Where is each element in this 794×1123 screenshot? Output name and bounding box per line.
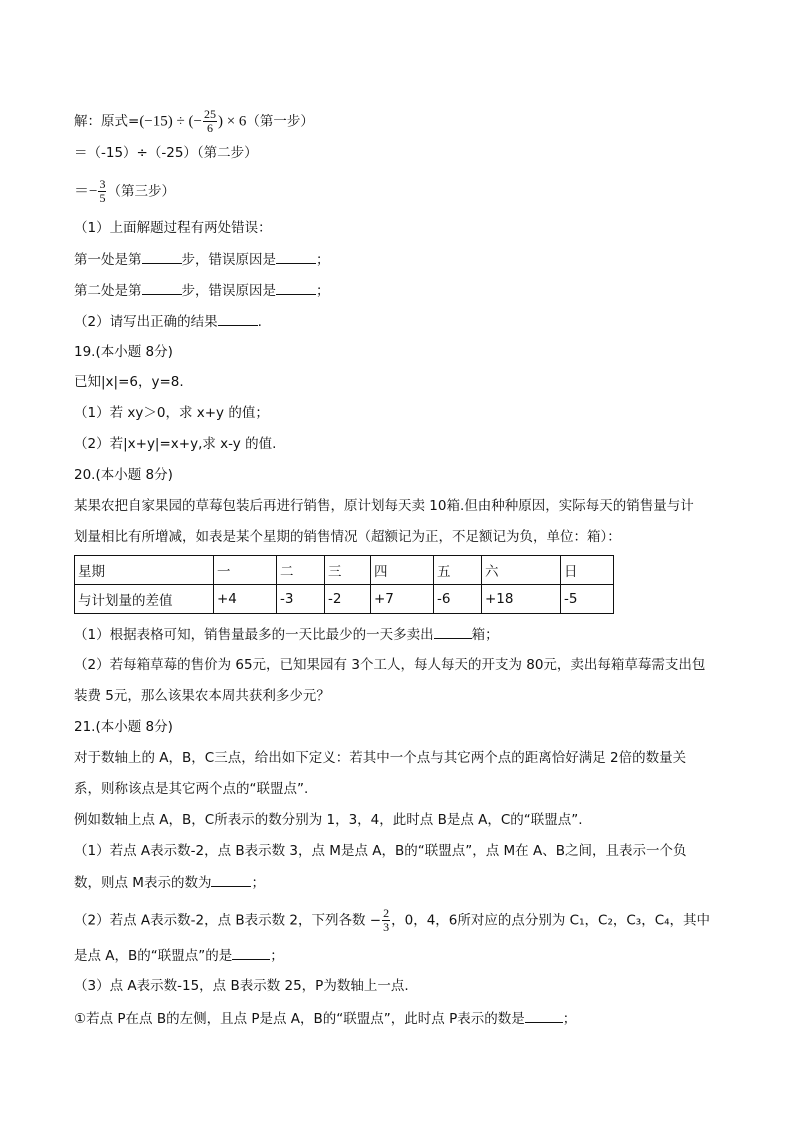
step-label: （第三步） <box>107 183 175 200</box>
table-cell: 与计划量的差值 <box>75 585 214 614</box>
q19-part2: （2）若|x+y|=x+y,求 x-y 的值. <box>74 436 277 452</box>
q18-part1: （1）上面解题过程有两处错误： <box>74 220 272 236</box>
q18-part2 <box>74 311 262 332</box>
solution-expr-close: ) × 6 <box>217 113 247 130</box>
q18-error1 <box>74 249 330 270</box>
answer-blank[interactable] <box>142 280 182 295</box>
q21-part2-line2 <box>74 945 284 966</box>
table-cell: 一 <box>214 556 277 585</box>
table-cell: +4 <box>214 585 277 614</box>
answer-blank[interactable] <box>211 872 251 887</box>
q21-heading: 21.(本小题 8分) <box>74 719 173 735</box>
text: 步，错误原因是 <box>181 283 276 299</box>
solution-line-3 <box>74 178 175 205</box>
q21-part2-line1 <box>74 907 710 934</box>
q20-part2-line2: 装费 5元，那么该果农本周共获利多少元？ <box>74 688 330 704</box>
q18-error2 <box>74 280 330 301</box>
solution-line-1 <box>74 108 314 135</box>
fraction-3-5 <box>98 178 106 205</box>
text: 是点 A，B的“联盟点”的是 <box>74 948 233 964</box>
table-cell: +18 <box>482 585 561 614</box>
q20-text-1: 某果农把自家果园的草莓包装后再进行销售，原计划每天卖 10箱.但由种种原因，实际每天的销售量与计 <box>74 498 694 514</box>
table-cell: 星期 <box>75 556 214 585</box>
answer-blank[interactable] <box>434 624 472 639</box>
table-cell: 二 <box>277 556 325 585</box>
fraction-denominator: 5 <box>99 191 106 205</box>
text: 箱； <box>471 627 499 643</box>
text: （1）根据表格可知，销售量最多的一天比最少的一天多卖出 <box>74 627 434 643</box>
fraction-25-6 <box>203 108 217 135</box>
text: 第二处是第 <box>74 283 142 299</box>
table-cell: 日 <box>561 556 614 585</box>
step-label: （第一步） <box>246 113 314 130</box>
table-cell: -2 <box>325 585 371 614</box>
table-cell: 四 <box>371 556 434 585</box>
sales-table <box>74 555 614 614</box>
text: ； <box>316 252 330 268</box>
solution-prefix-3: ＝− <box>74 183 98 200</box>
text: ； <box>316 283 330 299</box>
q20-part2-line1: （2）若每箱草莓的售价为 65元，已知果园有 3个工人，每人每天的开支为 80元，卖出每箱草莓需支出包 <box>74 657 706 673</box>
table-header-row <box>75 556 614 585</box>
answer-blank[interactable] <box>142 249 182 264</box>
text: （2）若点 A表示数-2，点 B表示数 2，下列各数 − <box>74 912 382 929</box>
q21-example: 例如数轴上点 A，B，C所表示的数分别为 1，3，4，此时点 B是点 A，C的“联盟点”. <box>74 812 583 828</box>
q21-part1-line2 <box>74 872 265 893</box>
q21-part3-sub1 <box>74 1008 576 1029</box>
fraction-denominator: 3 <box>383 920 390 934</box>
text: 数，则点 M表示的数为 <box>74 875 212 891</box>
q21-part3: （3）点 A表示数-15，点 B表示数 25，P为数轴上一点. <box>74 978 409 994</box>
fraction-denominator: 6 <box>206 121 213 135</box>
text: （2）请写出正确的结果 <box>74 314 218 330</box>
solution-prefix: 解：原式= <box>74 113 140 130</box>
text: ①若点 P在点 B的左侧，且点 P是点 A，B的“联盟点”，此时点 P表示的数是 <box>74 1011 525 1027</box>
q20-heading: 20.(本小题 8分) <box>74 467 173 483</box>
fraction-numerator: 2 <box>383 906 390 920</box>
table-cell: 六 <box>482 556 561 585</box>
fraction-numerator: 25 <box>203 107 216 121</box>
table-cell: -5 <box>561 585 614 614</box>
text: ； <box>270 948 284 964</box>
q21-definition-2: 系，则称该点是其它两个点的“联盟点”. <box>74 781 309 797</box>
q20-part1 <box>74 624 499 645</box>
q21-definition-1: 对于数轴上的 A，B，C三点，给出如下定义：若其中一个点与其它两个点的距离恰好满足 2倍的数量关 <box>74 750 687 766</box>
solution-line-2: ＝（-15）÷（-25）（第二步） <box>74 145 258 161</box>
answer-blank[interactable] <box>218 311 258 326</box>
answer-blank[interactable] <box>525 1008 563 1023</box>
answer-blank[interactable] <box>276 249 316 264</box>
text: . <box>257 314 262 330</box>
answer-blank[interactable] <box>232 945 270 960</box>
solution-expr-open: (−15) ÷ (− <box>139 113 202 130</box>
table-cell: -3 <box>277 585 325 614</box>
table-cell: 五 <box>434 556 482 585</box>
text: 步，错误原因是 <box>181 252 276 268</box>
answer-blank[interactable] <box>276 280 316 295</box>
q21-part1-line1: （1）若点 A表示数-2，点 B表示数 3，点 M是点 A，B的“联盟点”，点 M在 A、B之间，且表示一个负 <box>74 843 687 859</box>
text: ； <box>562 1011 577 1027</box>
text: 第一处是第 <box>74 252 142 268</box>
q20-text-2: 划量相比有所增减，如表是某个星期的销售情况（超额记为正，不足额记为负，单位：箱）： <box>74 529 621 545</box>
q19-heading: 19.(本小题 8分) <box>74 344 173 360</box>
q19-given: 已知|x|=6，y=8. <box>74 374 184 390</box>
q19-part1: （1）若 xy＞0，求 x+y 的值； <box>74 405 269 421</box>
table-cell: +7 <box>371 585 434 614</box>
fraction-2-3 <box>382 907 390 934</box>
text: ； <box>251 875 265 891</box>
table-cell: 三 <box>325 556 371 585</box>
text: ，0，4，6所对应的点分别为 C₁，C₂，C₃，C₄，其中 <box>391 912 711 929</box>
table-row <box>75 585 614 614</box>
table-cell: -6 <box>434 585 482 614</box>
fraction-numerator: 3 <box>99 177 106 191</box>
